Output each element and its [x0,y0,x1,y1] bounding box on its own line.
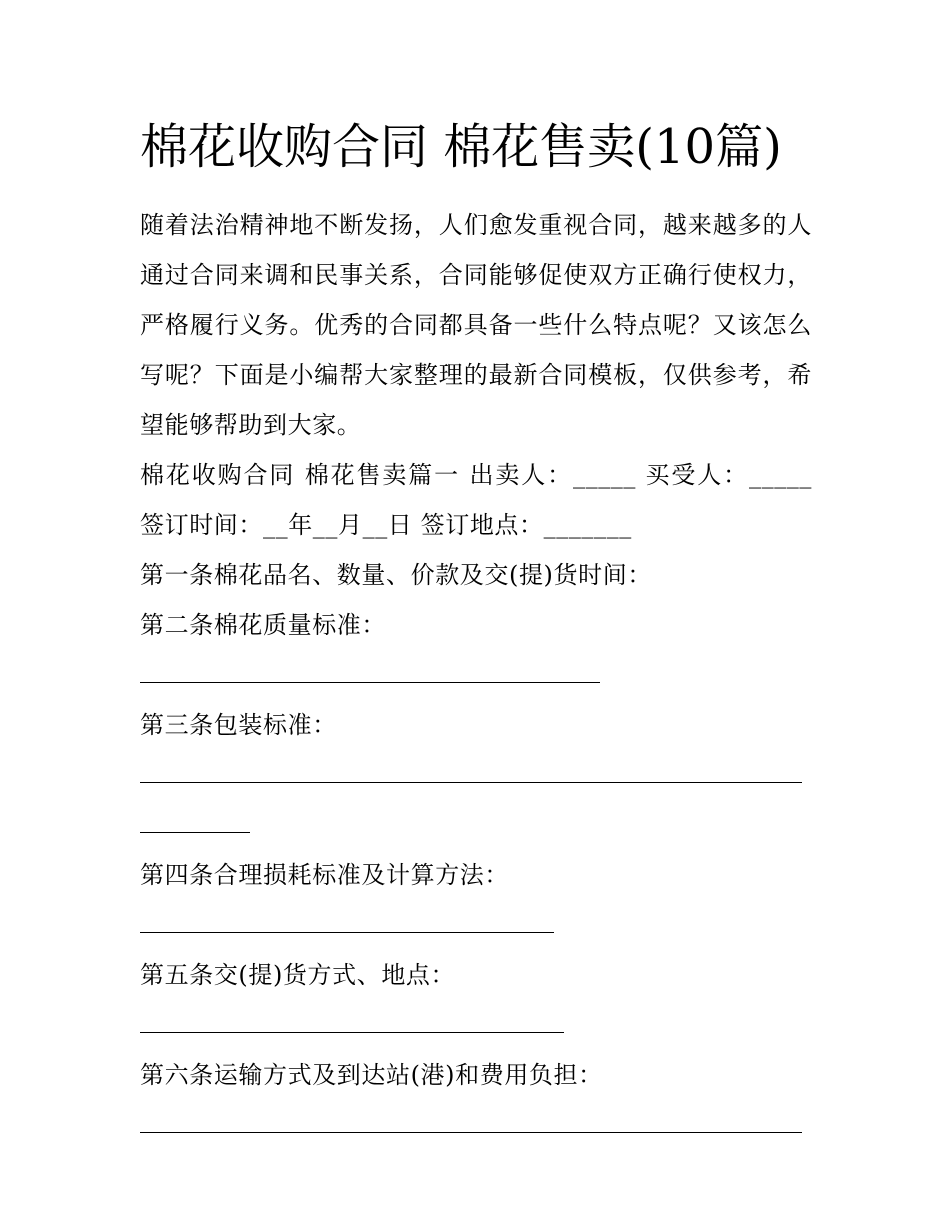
clause-1: 第一条棉花品名、数量、价款及交(提)货时间： [140,561,652,589]
blank-fill-line [140,1000,812,1050]
clause-3: 第三条包装标准： [140,711,337,739]
clause-5: 第五条交(提)货方式、地点： [140,961,456,989]
blank-fill-line [140,1100,812,1150]
blank-fill-line [140,900,812,950]
contract-header-line: 棉花收购合同 棉花售卖篇一 出卖人：_____ 买受人：_____ 签订时间：__年__月__日 签订地点：_______ [140,461,812,539]
clause-2: 第二条棉花质量标准： [140,611,386,639]
blank-fill-line [140,750,812,800]
document-title: 棉花收购合同 棉花售卖(10篇) [140,119,782,175]
clause-6: 第六条运输方式及到达站(港)和费用负担： [140,1061,603,1089]
intro-paragraph: 随着法治精神地不断发扬，人们愈发重视合同，越来越多的人通过合同来调和民事关系，合同能够促使双方正确行使权力，严格履行义务。优秀的合同都具备一些什么特点呢？又该怎么写呢？下面是小编帮大家整理的最新合同模板，仅供参考，希望能够帮助到大家。 [140,211,812,439]
blank-fill-line [140,800,812,850]
blank-fill-line [140,650,812,700]
clause-4: 第四条合理损耗标准及计算方法： [140,861,509,889]
document-body [140,200,812,1150]
